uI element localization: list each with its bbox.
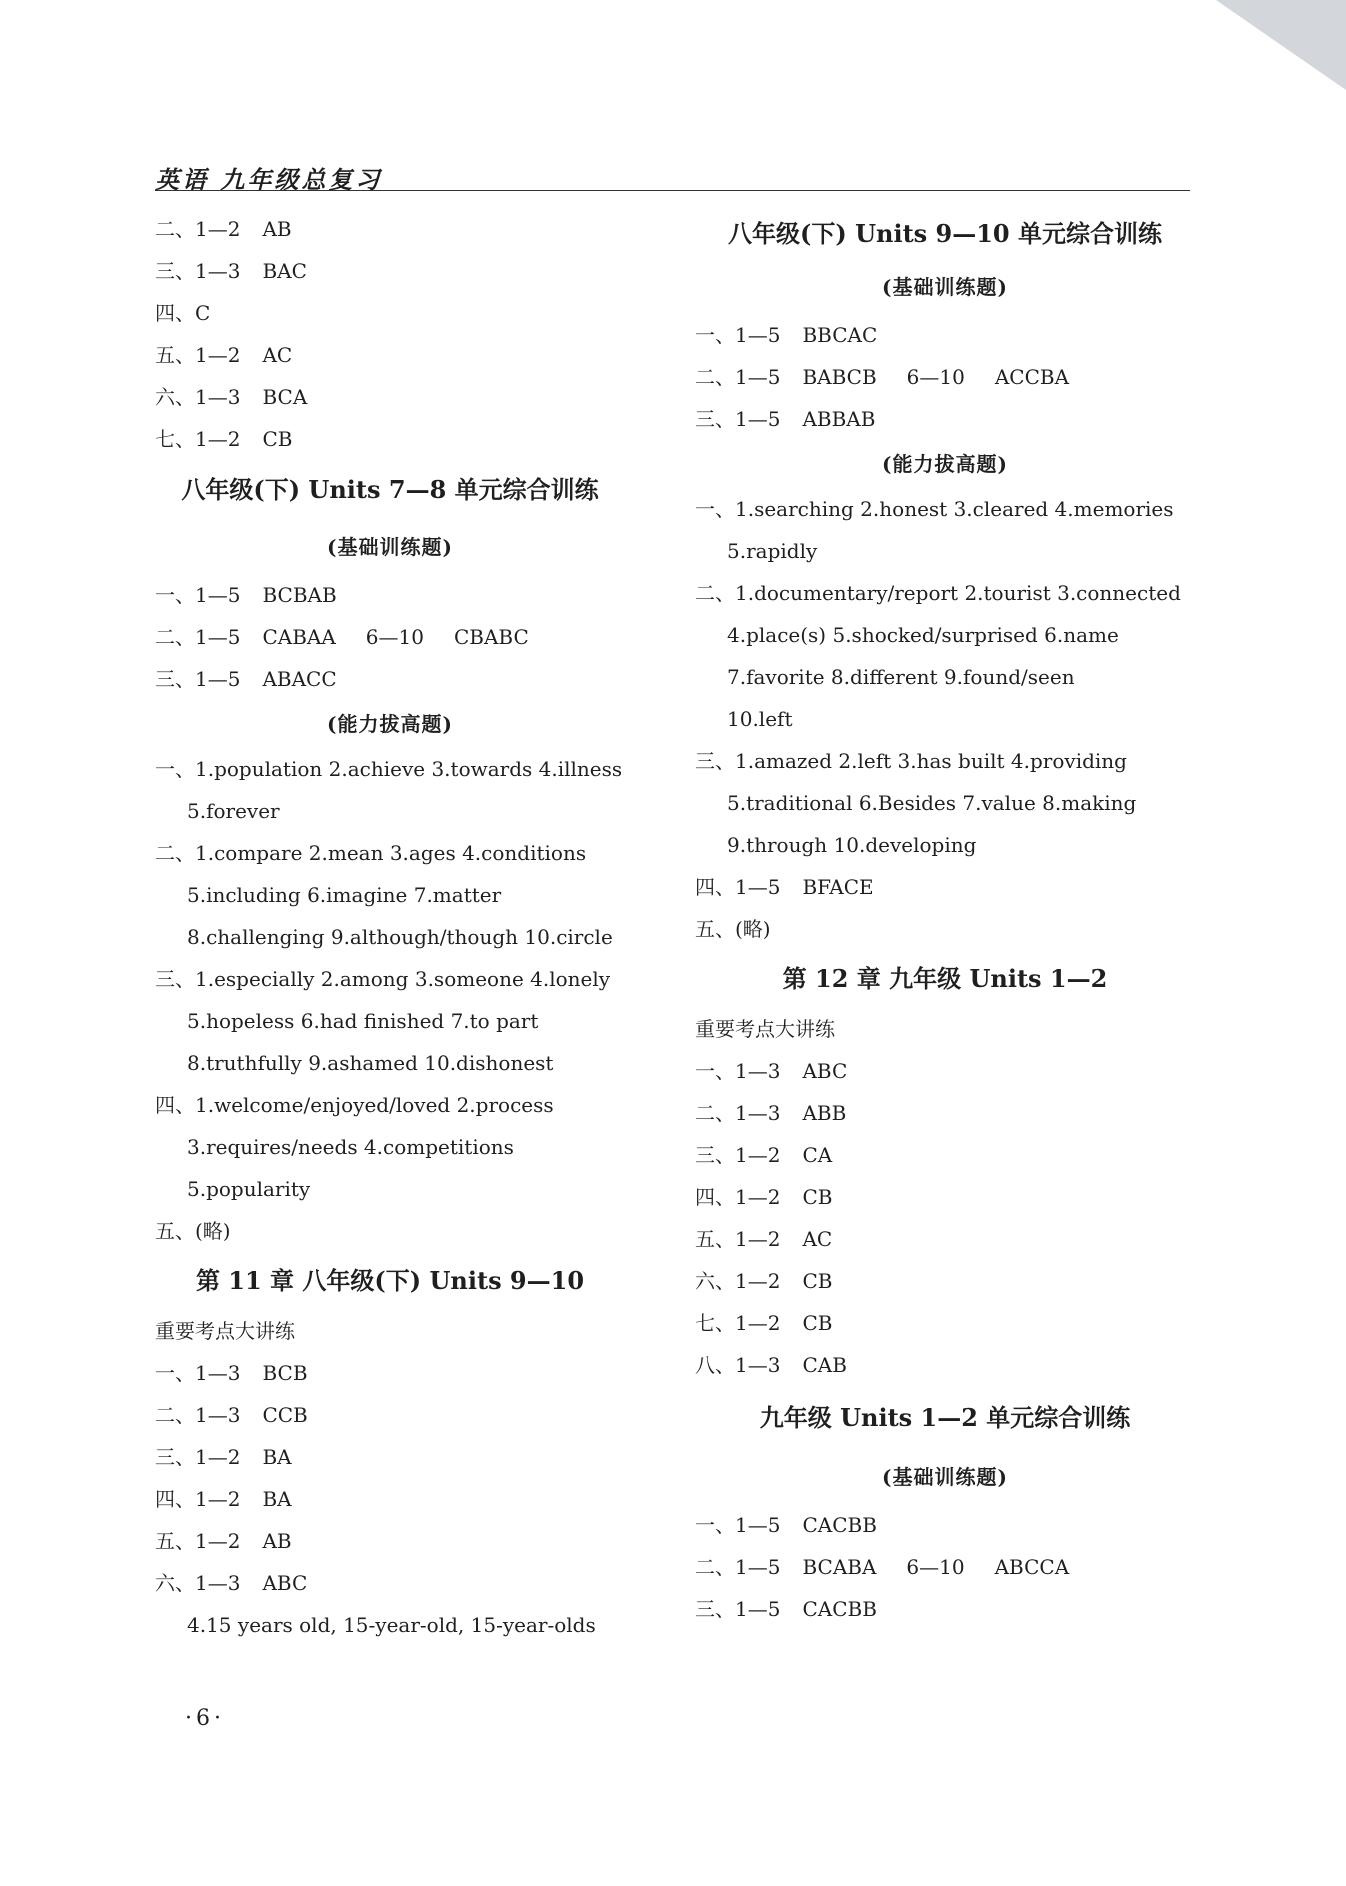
answer-line: 四、1—2 CB bbox=[695, 1185, 833, 1209]
answer-line: 六、1—3 ABC bbox=[155, 1571, 308, 1595]
answer-line: 5.rapidly bbox=[727, 539, 818, 563]
answer-line: 五、(略) bbox=[695, 917, 771, 941]
answer-line: 一、1.searching 2.honest 3.cleared 4.memories bbox=[695, 497, 1174, 521]
answer-line: 5.including 6.imagine 7.matter bbox=[187, 883, 502, 907]
answer-line: 5.traditional 6.Besides 7.value 8.making bbox=[727, 791, 1137, 815]
chapter-title: 第 11 章 八年级(下) Units 9—10 bbox=[195, 1266, 585, 1295]
answer-line: 三、1—2 CA bbox=[695, 1143, 833, 1167]
header-title: 英语 九年级总复习 bbox=[155, 165, 383, 194]
left-column bbox=[155, 208, 625, 1646]
answer-line: 五、(略) bbox=[155, 1219, 231, 1243]
answer-line: 三、1.amazed 2.left 3.has built 4.providing bbox=[695, 749, 1127, 773]
answer-line: 一、1—3 BCB bbox=[155, 1361, 308, 1385]
answer-line: 一、1—5 CACBB bbox=[695, 1513, 877, 1537]
advanced-label: (能力拔高题) bbox=[327, 712, 453, 736]
right-column bbox=[695, 208, 1195, 1630]
answer-line: 3.requires/needs 4.competitions bbox=[187, 1135, 514, 1159]
answer-line: 9.through 10.developing bbox=[727, 833, 977, 857]
answer-line: 四、1.welcome/enjoyed/loved 2.process bbox=[155, 1093, 554, 1117]
answer-line: 10.left bbox=[727, 707, 793, 731]
basic-label: (基础训练题) bbox=[327, 535, 453, 559]
answer-line: 六、1—2 CB bbox=[695, 1269, 833, 1293]
answer-line: 二、1—3 CCB bbox=[155, 1403, 308, 1427]
answer-line: 二、1—5 CABAA 6—10 CBABC bbox=[155, 625, 529, 649]
answer-line: 一、1—5 BBCAC bbox=[695, 323, 878, 347]
basic-label: (基础训练题) bbox=[882, 1465, 1008, 1489]
answer-line: 七、1—2 CB bbox=[155, 427, 293, 451]
answer-line: 5.popularity bbox=[187, 1177, 311, 1201]
key-points-label: 重要考点大讲练 bbox=[155, 1319, 295, 1343]
answer-line: 8.truthfully 9.ashamed 10.dishonest bbox=[187, 1051, 554, 1075]
basic-label: (基础训练题) bbox=[882, 275, 1008, 299]
answer-line: 7.favorite 8.different 9.found/seen bbox=[727, 665, 1075, 689]
answer-line: 三、1—5 ABACC bbox=[155, 667, 337, 691]
answer-line: 二、1—5 BCABA 6—10 ABCCA bbox=[695, 1555, 1070, 1579]
answer-line: 七、1—2 CB bbox=[695, 1311, 833, 1335]
answer-line: 四、1—5 BFACE bbox=[695, 875, 874, 899]
answer-line: 三、1—5 CACBB bbox=[695, 1597, 877, 1621]
chapter-title: 第 12 章 九年级 Units 1—2 bbox=[782, 964, 1108, 993]
answer-line: 三、1—3 BAC bbox=[155, 259, 307, 283]
answer-line: 一、1—3 ABC bbox=[695, 1059, 848, 1083]
key-points-label: 重要考点大讲练 bbox=[695, 1017, 835, 1041]
section-title: 八年级(下) Units 7—8 单元综合训练 bbox=[181, 475, 599, 504]
answer-line: 四、1—2 BA bbox=[155, 1487, 292, 1511]
answer-line: 二、1—2 AB bbox=[155, 217, 292, 241]
page-number: ·6· bbox=[185, 1706, 225, 1731]
answer-line: 六、1—3 BCA bbox=[155, 385, 308, 409]
section-title: 九年级 Units 1—2 单元综合训练 bbox=[759, 1403, 1131, 1432]
answer-line: 一、1.population 2.achieve 3.towards 4.illness bbox=[155, 757, 623, 781]
answer-line: 四、C bbox=[155, 301, 211, 325]
answer-line: 5.hopeless 6.had finished 7.to part bbox=[187, 1009, 539, 1033]
answer-line: 4.place(s) 5.shocked/surprised 6.name bbox=[727, 623, 1119, 647]
answer-line: 二、1.documentary/report 2.tourist 3.connected bbox=[695, 581, 1181, 605]
answer-line: 五、1—2 AB bbox=[155, 1529, 292, 1553]
page-header bbox=[155, 160, 1190, 194]
answer-line: 三、1—2 BA bbox=[155, 1445, 292, 1469]
answer-line: 二、1—5 BABCB 6—10 ACCBA bbox=[695, 365, 1070, 389]
section-title: 八年级(下) Units 9—10 单元综合训练 bbox=[728, 219, 1162, 248]
page-corner-fold bbox=[1216, 0, 1346, 90]
answer-note: 4.15 years old, 15-year-old, 15-year-olds bbox=[187, 1613, 596, 1637]
answer-line: 二、1—3 ABB bbox=[695, 1101, 847, 1125]
answer-line: 八、1—3 CAB bbox=[695, 1353, 847, 1377]
answer-line: 五、1—2 AC bbox=[695, 1227, 833, 1251]
answer-line: 一、1—5 BCBAB bbox=[155, 583, 337, 607]
answer-line: 三、1—5 ABBAB bbox=[695, 407, 876, 431]
advanced-label: (能力拔高题) bbox=[882, 452, 1008, 476]
answer-line: 三、1.especially 2.among 3.someone 4.lonely bbox=[155, 967, 611, 991]
answer-line: 二、1.compare 2.mean 3.ages 4.conditions bbox=[155, 841, 587, 865]
answer-line: 五、1—2 AC bbox=[155, 343, 293, 367]
answer-line: 5.forever bbox=[187, 799, 280, 823]
answer-line: 8.challenging 9.although/though 10.circle bbox=[187, 925, 613, 949]
